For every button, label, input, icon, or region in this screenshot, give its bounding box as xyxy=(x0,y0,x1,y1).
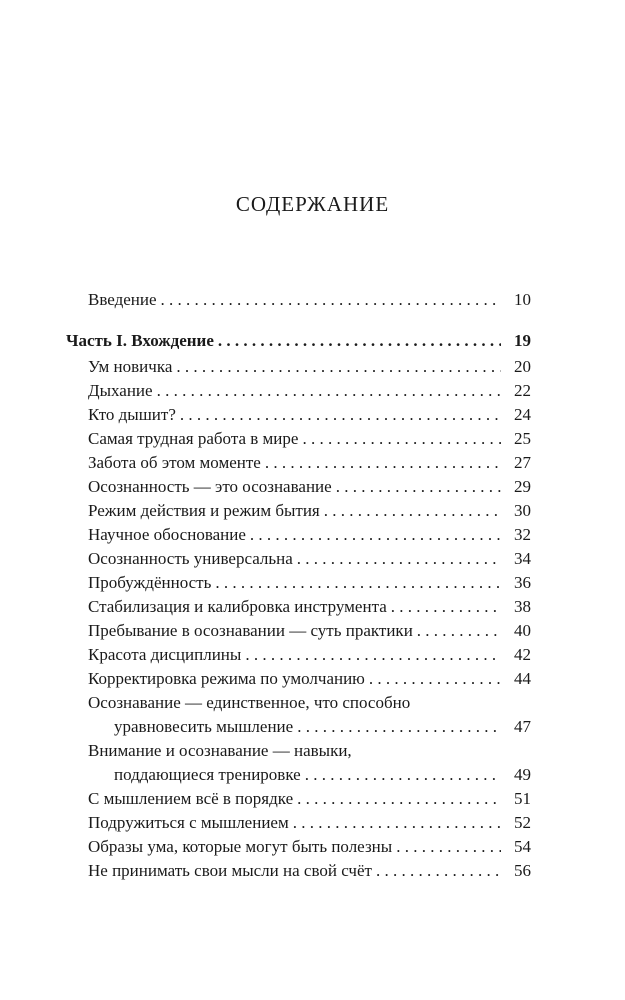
dot-leader xyxy=(215,573,501,593)
toc-entry[interactable] xyxy=(88,549,531,569)
toc-part-page: 19 xyxy=(514,331,531,350)
toc-entry-page: 56 xyxy=(514,861,531,880)
toc-entry[interactable] xyxy=(88,381,531,401)
dot-leader xyxy=(157,381,501,401)
toc-entry-title: Дыхание xyxy=(88,381,153,400)
toc-entry-title: Красота дисциплины xyxy=(88,645,242,664)
toc-entry-page: 25 xyxy=(514,429,531,448)
page-title: СОДЕРЖАНИЕ xyxy=(235,192,390,216)
toc-entry-page: 40 xyxy=(514,621,531,640)
toc-entry[interactable] xyxy=(88,621,531,641)
toc-entry-first-line[interactable] xyxy=(88,741,531,761)
toc-entry[interactable] xyxy=(88,573,531,593)
toc-entry-title: Забота об этом моменте xyxy=(88,453,261,472)
toc-entry-continuation[interactable] xyxy=(114,717,531,737)
toc-entry-intro[interactable] xyxy=(88,290,531,310)
toc-entry-title: Стабилизация и калибровка инструмента xyxy=(88,597,387,616)
toc-entry-page: 52 xyxy=(514,813,531,832)
toc-entry-page: 49 xyxy=(514,765,531,784)
toc-part-heading[interactable] xyxy=(66,331,531,351)
toc-entry-title: Образы ума, которые могут быть полезны xyxy=(88,837,393,856)
toc-entry-title: С мышлением всё в порядке xyxy=(88,789,294,808)
dot-leader xyxy=(391,597,501,617)
dot-leader xyxy=(265,453,501,473)
toc-entry-page: 54 xyxy=(514,837,531,856)
toc-entry-title: Подружиться с мышлением xyxy=(88,813,289,832)
toc-entry[interactable] xyxy=(88,813,531,833)
toc-entry-title: Осознавание — единственное, что способно xyxy=(88,693,411,712)
dot-leader xyxy=(297,717,501,737)
dot-leader xyxy=(176,357,501,377)
toc-entry-title: Пребывание в осознавании — суть практики xyxy=(88,621,413,640)
dot-leader xyxy=(161,290,501,310)
toc-entry[interactable] xyxy=(88,477,531,497)
toc-entry-title: Научное обоснование xyxy=(88,525,246,544)
dot-leader xyxy=(305,765,501,785)
toc-entry-page: 24 xyxy=(514,405,531,424)
toc-entry-title: Корректировка режима по умолчанию xyxy=(88,669,365,688)
toc-entry[interactable] xyxy=(88,405,531,425)
toc-entry-page: 36 xyxy=(514,573,531,592)
toc-entry-title: Кто дышит? xyxy=(88,405,176,424)
toc-entry-title-cont: поддающиеся тренировке xyxy=(114,765,301,784)
toc-entry-title: Самая трудная работа в мире xyxy=(88,429,299,448)
toc-entry-title: Пробуждённость xyxy=(88,573,212,592)
dot-leader xyxy=(245,645,501,665)
toc-entry-page: 29 xyxy=(514,477,531,496)
dot-leader xyxy=(297,549,501,569)
toc-entry[interactable] xyxy=(88,861,531,881)
toc-entry-page: 22 xyxy=(514,381,531,400)
toc-entry[interactable] xyxy=(88,525,531,545)
toc-entry-title: Не принимать свои мысли на свой счёт xyxy=(88,861,372,880)
dot-leader xyxy=(336,477,501,497)
toc-entry[interactable] xyxy=(88,429,531,449)
dot-leader xyxy=(376,861,501,881)
toc-entry-page: 38 xyxy=(514,597,531,616)
dot-leader xyxy=(218,331,501,351)
toc-entry[interactable] xyxy=(88,501,531,521)
toc-entry[interactable] xyxy=(88,669,531,689)
toc-entry-title-cont: уравновесить мышление xyxy=(114,717,294,736)
dot-leader xyxy=(297,789,501,809)
toc-entry-page: 34 xyxy=(514,549,531,568)
dot-leader xyxy=(302,429,501,449)
toc-entry-title: Режим действия и режим бытия xyxy=(88,501,320,520)
toc-entry-title: Осознанность универсальна xyxy=(88,549,293,568)
toc-entry[interactable] xyxy=(88,645,531,665)
toc-entry-page: 44 xyxy=(514,669,531,688)
toc-entry[interactable] xyxy=(88,597,531,617)
toc-entry[interactable] xyxy=(88,453,531,473)
dot-leader xyxy=(396,837,501,857)
toc-entry[interactable] xyxy=(88,837,531,857)
dot-leader xyxy=(417,621,501,641)
toc-entry-title: Введение xyxy=(88,290,157,309)
dot-leader xyxy=(250,525,501,545)
toc-entry-page: 10 xyxy=(514,290,531,309)
toc-entry-title: Ум новичка xyxy=(88,357,173,376)
toc-entry-page: 30 xyxy=(514,501,531,520)
toc-entry-page: 20 xyxy=(514,357,531,376)
dot-leader xyxy=(369,669,501,689)
toc-entry-page: 47 xyxy=(514,717,531,736)
dot-leader xyxy=(180,405,501,425)
toc-entry-title: Внимание и осознавание — навыки, xyxy=(88,741,352,760)
dot-leader xyxy=(293,813,501,833)
toc-part-title: Часть I. Вхождение xyxy=(66,331,214,350)
toc-entry-first-line[interactable] xyxy=(88,693,531,713)
toc-entry-page: 27 xyxy=(514,453,531,472)
toc-entry-title: Осознанность — это осознавание xyxy=(88,477,332,496)
toc-entry-continuation[interactable] xyxy=(114,765,531,785)
toc-entry-page: 51 xyxy=(514,789,531,808)
toc-entry[interactable] xyxy=(88,357,531,377)
toc-entry-page: 32 xyxy=(514,525,531,544)
dot-leader xyxy=(324,501,501,521)
toc-entry-page: 42 xyxy=(514,645,531,664)
toc-entry[interactable] xyxy=(88,789,531,809)
